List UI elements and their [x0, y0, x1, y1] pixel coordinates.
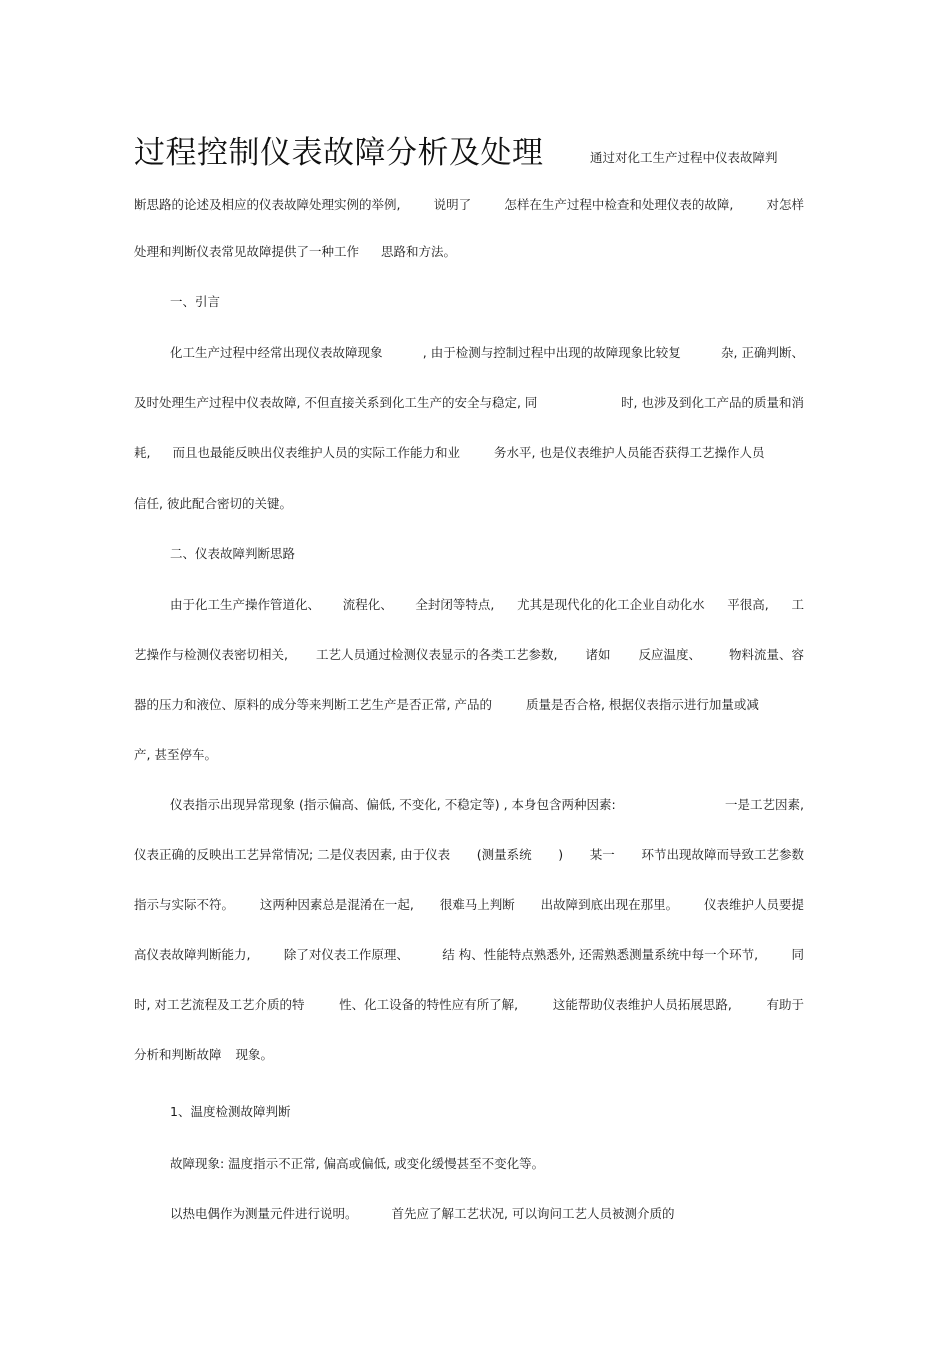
text-segment: , 由于检测与控制过程中出现的故障现象比较复: [422, 345, 681, 360]
text-segment: (测量系统: [476, 847, 532, 862]
text-segment: 由于化工生产操作管道化、: [170, 597, 321, 612]
text-line: [134, 443, 804, 463]
text-segment: 指示与实际不符。: [134, 897, 235, 912]
text-segment: 务水平, 也是仪表维护人员能否获得工艺操作人员: [494, 445, 765, 460]
text-segment: 仪表指示出现异常现象 (指示偏高、偏低, 不变化, 不稳定等) , 本身包含两种因素:: [170, 797, 616, 812]
text-segment: 二、仪表故障判断思路: [170, 546, 296, 561]
text-segment: 处理和判断仪表常见故障提供了一种工作: [134, 244, 360, 259]
text-segment: 器的压力和液位、原料的成分等来判断工艺生产是否正常, 产品的: [134, 697, 492, 712]
text-line: [134, 995, 804, 1015]
text-segment: 流程化、: [342, 597, 393, 612]
text-segment: 平很高,: [727, 597, 769, 612]
text-segment: 艺操作与检测仪表密切相关,: [134, 647, 288, 662]
text-segment: 思路和方法。: [381, 244, 457, 259]
text-segment: 时, 也涉及到化工产品的质量和消: [621, 395, 804, 410]
text-segment: 现象。: [235, 1047, 274, 1062]
text-segment: 首先应了解工艺状况, 可以询问工艺人员被测介质的: [391, 1206, 675, 1221]
text-line: [134, 695, 804, 715]
text-segment: 耗,: [134, 445, 151, 460]
text-segment: 很难马上判断: [439, 897, 515, 912]
text-segment: 尤其是现代化的化工企业自动化水: [517, 597, 705, 612]
text-line: [170, 1204, 804, 1224]
text-line: [134, 845, 804, 865]
text-segment: 仪表维护人员要提: [703, 897, 804, 912]
text-segment: 分析和判断故障: [134, 1047, 222, 1062]
text-line: [134, 945, 804, 965]
text-segment: 除了对仪表工作原理、: [283, 947, 409, 962]
text-segment: 杂, 正确判断、: [721, 345, 804, 360]
text-segment: 同: [791, 947, 804, 962]
text-segment: 有助于: [766, 997, 804, 1012]
text-segment: 工艺人员通过检测仪表显示的各类工艺参数,: [315, 647, 558, 662]
section-heading: [170, 292, 804, 312]
text-segment: 1、温度检测故障判断: [170, 1104, 291, 1119]
text-segment: 怎样在生产过程中检查和处理仪表的故障,: [504, 197, 734, 212]
text-segment: 仪表正确的反映出工艺异常情况; 二是仪表因素, 由于仪表: [134, 847, 451, 862]
text-segment: 这两种因素总是混淆在一起,: [259, 897, 414, 912]
text-line: [170, 343, 804, 363]
text-segment: ): [558, 847, 564, 862]
text-segment: 结 构、性能特点熟悉外, 还需熟悉测量系统中每一个环节,: [442, 947, 759, 962]
text-segment: 化工生产过程中经常出现仪表故障现象: [170, 345, 383, 360]
text-line: [134, 745, 804, 765]
text-segment: 高仪表故障判断能力,: [134, 947, 251, 962]
text-segment: 信任, 彼此配合密切的关键。: [134, 496, 292, 511]
text-segment: 时, 对工艺流程及工艺介质的特: [134, 997, 305, 1012]
text-segment: 通过对化工生产过程中仪表故障判: [590, 150, 778, 165]
text-segment: 故障现象: 温度指示不正常, 偏高或偏低, 或变化缓慢甚至不变化等。: [170, 1156, 545, 1171]
document-title: 过程控制仪表故障分析及处理: [134, 135, 544, 171]
text-segment: 而且也最能反映出仪表维护人员的实际工作能力和业: [172, 445, 460, 460]
text-line: [134, 242, 804, 262]
text-line: [134, 195, 804, 215]
text-line: [170, 1154, 804, 1174]
text-line: [170, 595, 804, 615]
text-line: [590, 148, 800, 168]
text-segment: 对怎样: [766, 197, 804, 212]
text-segment: 物料流量、容: [728, 647, 804, 662]
text-line: [134, 494, 804, 514]
text-line: [134, 393, 804, 413]
text-segment: 全封闭等特点,: [415, 597, 495, 612]
text-segment: 一是工艺因素,: [725, 797, 804, 812]
text-segment: 及时处理生产过程中仪表故障, 不但直接关系到化工生产的安全与稳定, 同: [134, 395, 538, 410]
text-segment: 环节出现故障而导致工艺参数: [641, 847, 804, 862]
section-heading: [170, 544, 804, 564]
text-segment: 诸如: [585, 647, 611, 662]
text-segment: 产, 甚至停车。: [134, 747, 217, 762]
text-line: [134, 895, 804, 915]
text-segment: 性、化工设备的特性应有所了解,: [339, 997, 519, 1012]
text-segment: 出故障到底出现在那里。: [540, 897, 679, 912]
text-segment: 一、引言: [170, 294, 221, 309]
text-segment: 这能帮助仪表维护人员拓展思路,: [552, 997, 732, 1012]
text-segment: 某一: [589, 847, 615, 862]
text-line: [134, 1045, 804, 1065]
text-segment: 反应温度、: [638, 647, 701, 662]
text-segment: 断思路的论述及相应的仪表故障处理实例的举例,: [134, 197, 401, 212]
text-segment: 以热电偶作为测量元件进行说明。: [170, 1206, 358, 1221]
section-heading: [170, 1102, 804, 1122]
text-segment: 说明了: [433, 197, 472, 212]
text-line: [134, 645, 804, 665]
text-line: [170, 795, 804, 815]
text-segment: 工: [791, 597, 804, 612]
text-segment: 质量是否合格, 根据仪表指示进行加量或减: [525, 697, 759, 712]
